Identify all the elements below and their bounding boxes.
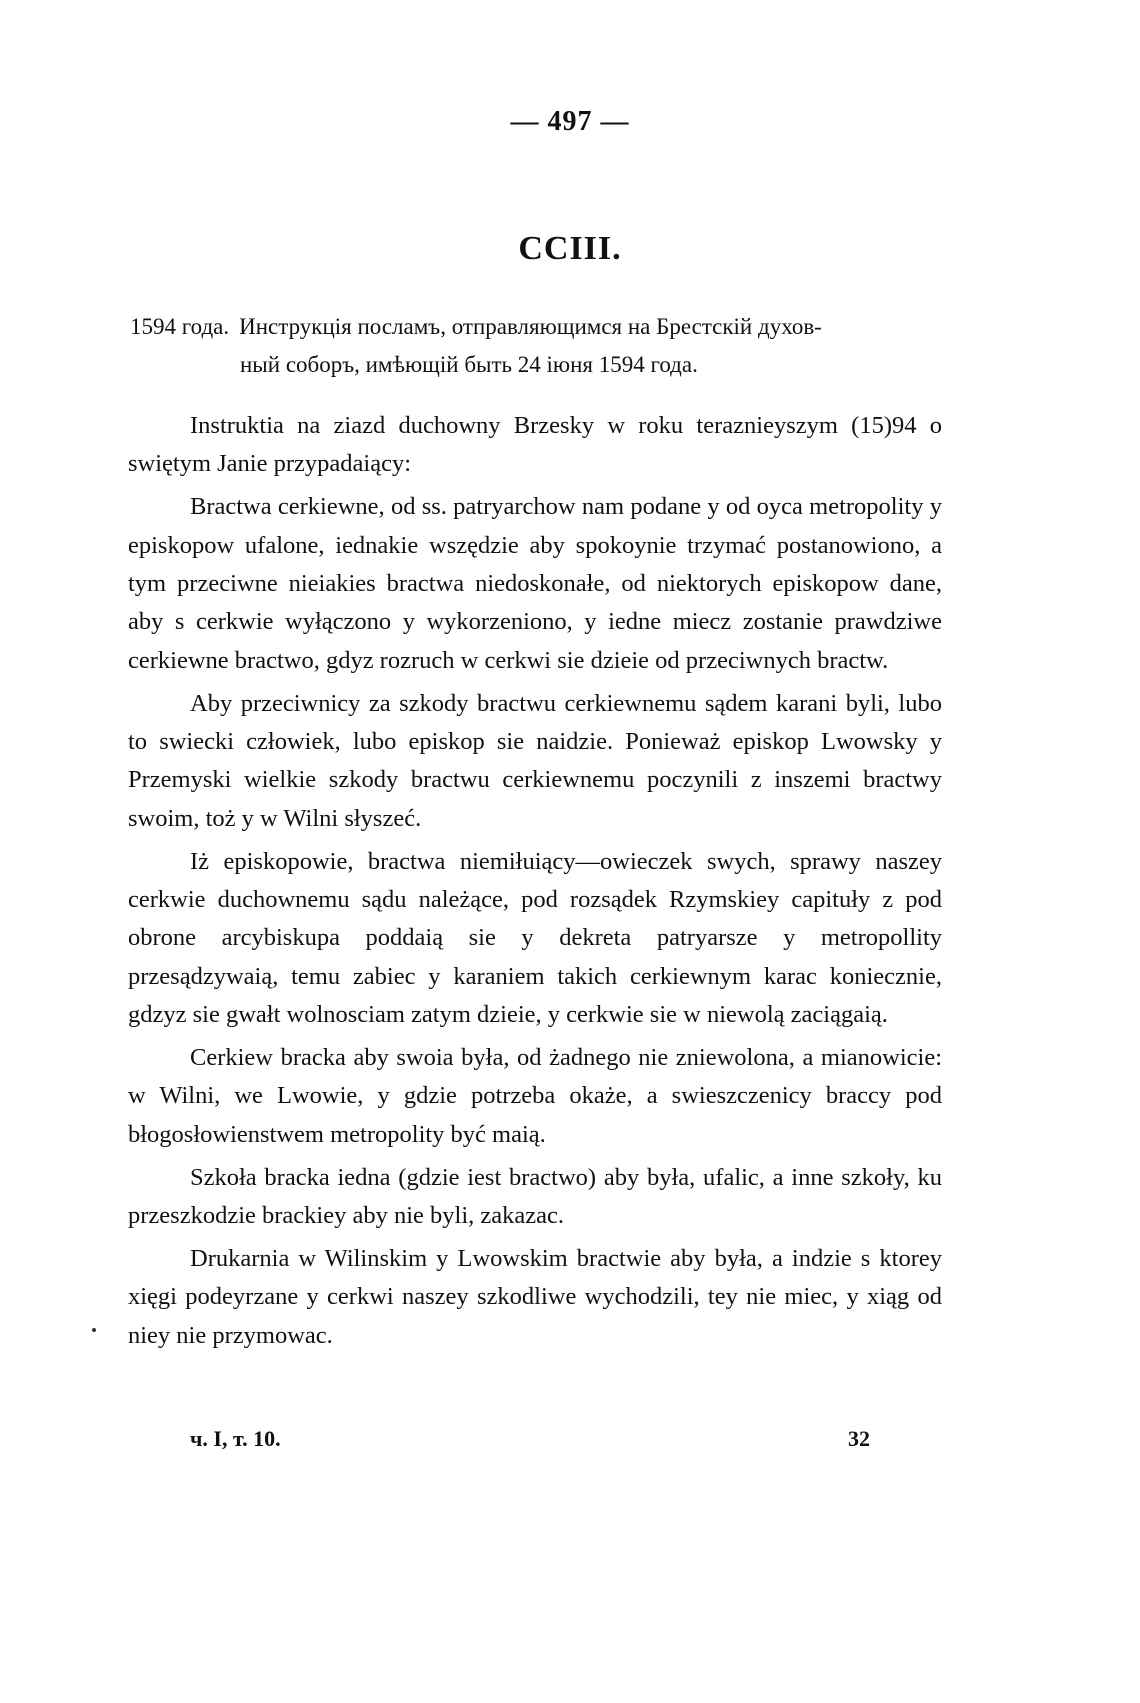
sheet-number: 32 bbox=[848, 1426, 870, 1451]
paragraph: Iż episkopowie, bractwa niemiłuiący—owieczek swych, sprawy naszey cerkwie duchownemu sądu należące, pod rozsądek Rzymskiey capituły z pod obrone arcybiskupa poddaią sie y dekreta patryarsze y metropollity przesądzywaią, temu zabiec y karaniem takich cerkiewnym karac koniecznie, gdzyz sie gwałt wolnosciam zatym dzieie, y cerkwie sie w niewolą zaciągaią. bbox=[128, 847, 942, 1029]
paragraph: Aby przeciwnicy za szkody bractwu cerkiewnemu sądem karani byli, lubo to swiecki człowiek, lubo episkop sie naidzie. Ponieważ episkop Lwowsky y Przemyski wielkie szkody bractwu cerkiewnemu poczynili z inszemi bractwy swoim, toż y w Wilni słyszeć. bbox=[128, 689, 942, 832]
paragraph: Cerkiew bracka aby swoia była, od żadnego nie zniewolona, a mianowicie: w Wilni, we Lwowie, y gdzie potrzeba okaże, a swieszczenicy braccy pod błogosłowienstwem metropolity być maią. bbox=[128, 1044, 942, 1148]
print-speck bbox=[92, 1328, 96, 1332]
paragraph: Szkoła bracka iedna (gdzie iest bractwo) aby była, ufalic, a inne szkoły, ku przeszkodzie brackiey aby nie byli, zakazac. bbox=[128, 1163, 942, 1230]
summary-text-1: Инструкція посламъ, отправляющимся на Брестскій духов- bbox=[239, 314, 822, 339]
summary-date: 1594 года. bbox=[130, 314, 230, 339]
summary-line-1 bbox=[130, 314, 822, 339]
summary-line-2: ный соборъ, имѣющій быть 24 іюня 1594 года. bbox=[240, 352, 698, 377]
paragraph: Drukarnia w Wilinskim y Lwowskim bractwie aby była, a indzie s ktorey xięgi podeyrzane y cerkwi naszey szkodliwe wychodzili, tey nie miec, y xiąg od niey nie przymowac. bbox=[128, 1244, 942, 1349]
page-number: — 497 — bbox=[510, 106, 630, 137]
document-body bbox=[128, 407, 942, 1359]
document-summary bbox=[130, 308, 940, 384]
paragraph: Bractwa cerkiewne, od ss. patryarchow nam podane y od oyca metropolity y episkopow ufalone, iednakie wszędzie aby spokoynie trzymać postanowiono, a tym przeciwne nieiakies bractwa niedoskonałe, od niektorych episkopow dane, aby s cerkwie wyłączono y wykorzeniono, y iedne miecz zostanie prawdziwe cerkiewne bractwo, gdyz rozruch w cerkwi sie dzieie od przeciwnych bractw. bbox=[128, 493, 942, 674]
document-number: CCIII. bbox=[518, 230, 622, 267]
paragraph-intro: Instruktia na ziazd duchowny Brzesky w roku teraznieyszym (15)94 o swiętym Janie przypadaiący: bbox=[128, 412, 942, 478]
signature-mark: ч. I, т. 10. bbox=[190, 1426, 281, 1451]
